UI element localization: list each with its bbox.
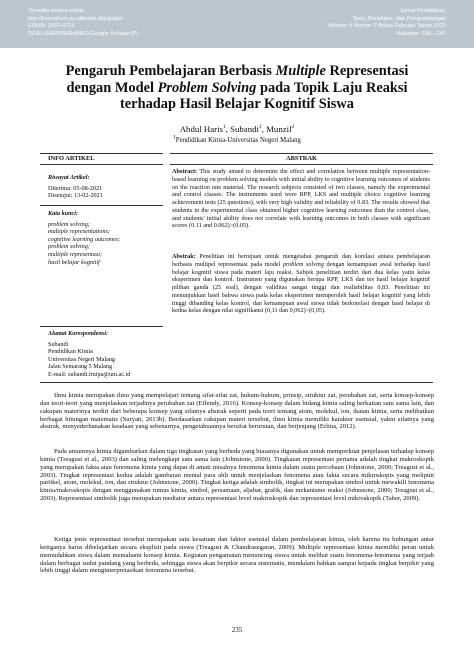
correspondence-email[interactable]: E-mail: subandi.fmipa@um.ac.id xyxy=(48,370,131,378)
author-affiliation-mark: 2 xyxy=(291,124,295,131)
journal-url-link[interactable]: http://journal.um.ac.id/index.php/jptpp/ xyxy=(28,15,123,22)
correspondence-label: Alamat Korespondensi: xyxy=(48,330,108,337)
abstract-heading: ABSTRAK xyxy=(286,155,317,162)
keywords-label: Kata kunci: xyxy=(48,210,79,217)
article-info-heading: INFO ARTIKEL xyxy=(48,155,95,162)
abstract-indonesian: Abstrak: Penelitian ini bertujuan untuk mengetahui pengaruh dan korelasi antara pembelajaran berbasis multipel representasi pada model problem solving dengan kemampuan awal terhadap hasil belajar kognitif siswa pada materi laju reaksi. Subjek penelitian terdiri dari dua kelas yaitu kelas eksperimen dan kontrol. Instrumen yang digunakan berupa RPP, LKS dan tes hasil belajar kognitif pilihan ganda (25 soal), dengan validitas sangat tinggi dan realiabilitas 0,83. Penelitian ini menunjukkan hasil bahwa siswa pada kelas eksperimen memperoleh hasil belajar kognitif yang lebih tinggi dibanding kelas kontrol, dan kemampuan awal siswa tidak berkorelasi dengan hasil belajar di kedua kelas dengan nilai signifikansi (0,11 dan 0,062)>(0,05). xyxy=(172,253,430,315)
keyword: cognitive learning outcomes; xyxy=(48,235,121,243)
title-line-3: terhadap Hasil Belajar Kognitif Siswa xyxy=(120,96,354,113)
history-label: Riwayat Artikel: xyxy=(48,174,90,181)
header-left-line: DOAJ-SHERPA/RoMEO-Google Scholar-IPI xyxy=(28,30,138,37)
keywords xyxy=(48,210,160,266)
keyword: problem solving; xyxy=(48,243,90,251)
header-right-line: Halaman: 235—241 xyxy=(396,30,446,37)
affiliation: $^1$Pendidikan Kimia-Universitas Negeri Malang xyxy=(173,134,301,144)
divider xyxy=(40,164,163,165)
header-right-line: Jurnal Pendidikan: xyxy=(399,8,446,14)
divider xyxy=(40,326,163,327)
header-left-line: Tersedia secara online xyxy=(28,8,84,14)
keyword: problem solving; xyxy=(48,220,90,228)
correspondence-line: Universitas Negeri Malang xyxy=(48,355,116,363)
header-right-line: Teori, Penelitian, dan Pengembangan xyxy=(352,15,446,22)
divider xyxy=(170,153,433,154)
author-affiliation-mark: 2 xyxy=(258,124,262,131)
page-number: 235 xyxy=(231,626,243,634)
divider xyxy=(170,164,433,165)
approved-date: Disetujui: 13-02-2021 xyxy=(48,192,103,200)
article-history xyxy=(48,174,160,200)
keyword: hasil belajar kognitif xyxy=(48,258,100,266)
journal-citation xyxy=(328,8,446,38)
divider xyxy=(40,205,163,206)
abstract-english: Abstract: This study aimed to determine the effect and correlation between multiple representation-based learning on problem solving models with initial ability to cognitive learning outcomes of students on the reaction rate material. The research subjects consisted of two classes, namely the experimental and control classes. The instruments used were RPP, LKS and multiple choice cognitive learning achievement tests (25 questions), with very high validity and reliability of 0.83. The results showed that students in the experimental class obtained higher cognitive learning outcomes than the control class, and students' initial ability does not correlate with learning outcomes in both classes with significant scores (0.11 and 0.062)>(0.05). xyxy=(172,168,430,230)
journal-header xyxy=(0,0,474,48)
keyword: multiple representasi; xyxy=(48,250,103,258)
body-paragraph: Ilmu kimia merupakan ilmu yang mempelajari tentang sifat-sifat zat, hukum-hukum, prinsip, struktur zat, perubahan zat, serta konsep-konsep dan teori-teori yang menjelaskan terjadinya perubahan zat (Effendy, 2016). Konsep-konsep dalam bidang kimia saling berkaitan satu sama lain, dan cakupan materinya terdiri dari beberapa konsep yang sifatnya abstrak seperti pada teori tentang atom, molekul, ion, ikatan kimia, serta melibatkan berbagai hitungan matematis (Suryati, 2013b). Berdasarkan cakupan materi tersebut, ilmu kimia memiliki karakter esensial, yakni sifatnya yang abstrak, menyederhanakan keadaan yang sebenarnya, pengetahuannya bersifat berurutan, dan berjenjang (Erlina, 2012). xyxy=(40,392,434,431)
title-line-1: Pengaruh Pembelajaran Berbasis Multiple Representasi xyxy=(65,63,409,79)
author-name: Munzil xyxy=(266,124,292,134)
correspondence xyxy=(48,330,160,379)
author-list: Abdul Haris$^1$, Subandi$^2$, Munzil$^2$ xyxy=(179,124,295,134)
title-line-2: dengan Model Problem Solving pada Topik Laju Reaksi xyxy=(66,79,408,96)
header-right-line: Volume: 6 Nomor: 2 Bulan Februari Tahun 2021 xyxy=(327,23,446,30)
author-affiliation-mark: 1 xyxy=(222,124,226,131)
divider xyxy=(40,153,163,154)
correspondence-line: Subandi xyxy=(48,340,69,348)
correspondence-line: Jalan Semarang 5 Malang xyxy=(48,363,113,371)
paper-title xyxy=(24,63,450,113)
author-name: Abdul Haris xyxy=(179,124,223,134)
journal-availability xyxy=(28,8,138,38)
keyword: multiple representations; xyxy=(48,228,110,236)
received-date: Diterima: 05-08-2021 xyxy=(48,184,103,192)
body-paragraph: Ketiga jenis representasi tersebut merupakan satu kesatuan dan faktor esensial dalam pembelajaran kimia, oleh karena itu hubungan antar ketiganya harus dibelajarkan secara eksplisit pada siswa (Treagust & Chandrasegaran, 2009). Multiple representasi kimia memiliki peran untuk memudahkan siswa dalam memahami konsep kimia. Kegiatan pengamatan menuncing siswa untuk melihat suatu fenomena-fenomena yang terjadi dalam berbagai sudut pandang yang berbeda, sehingga siswa akan berpikir secara sistematis, mendalam bahkan sampai kepada tingkat berpikir yang lebih tinggi dalam menginterpretasikan fenomena tersebut. xyxy=(40,536,434,575)
correspondence-line: Pendidikan Kimia xyxy=(48,348,93,356)
divider xyxy=(40,382,433,383)
author-name: Subandi xyxy=(230,124,259,134)
header-left-line: EISSN: 2502-471X xyxy=(28,23,76,30)
body-paragraph: Pada umumnya kimia digambarkan dalam tiga tingkatan yang berbeda yang biasanya digunakan untuk memperkuat penjelasan terhadap konsep kimia (Treagust et al., 2003) dan saling melengkapi satu sama lain (Johnstone, 2000). Tingkatan representasi pertama adalah tingkat makroskopik yang merupakan fakta atau fenomena kimia yang dapat di amati misalnya fenomena kimia dalam suatu percobaan (Johnstone, 2000; Treagust et al., 2003). Tingkat representasi kedua adalah gambaran mental para ahli untuk menjelaskan fenomena atau fakta secara mikroskopis yang meliputi partikel, atom, molekul, ion, dan struktur (Johnstone, 2000). Tingkat ketiga adalah simbolik, tingkat ini merupakan simbol untuk mewakili fenomena kimia/makroskopis dengan menggunakan rumus kimia, simbol, persamaan, aljabar, grafik, dan mekanisme reaksi (Johnstone, 2000; Treagust et al., 2003). Representasi simbolik juga merupakan mediator antara representasi level makroskopik dan representasi level mikroskopik (Taber, 2009). xyxy=(40,448,434,503)
